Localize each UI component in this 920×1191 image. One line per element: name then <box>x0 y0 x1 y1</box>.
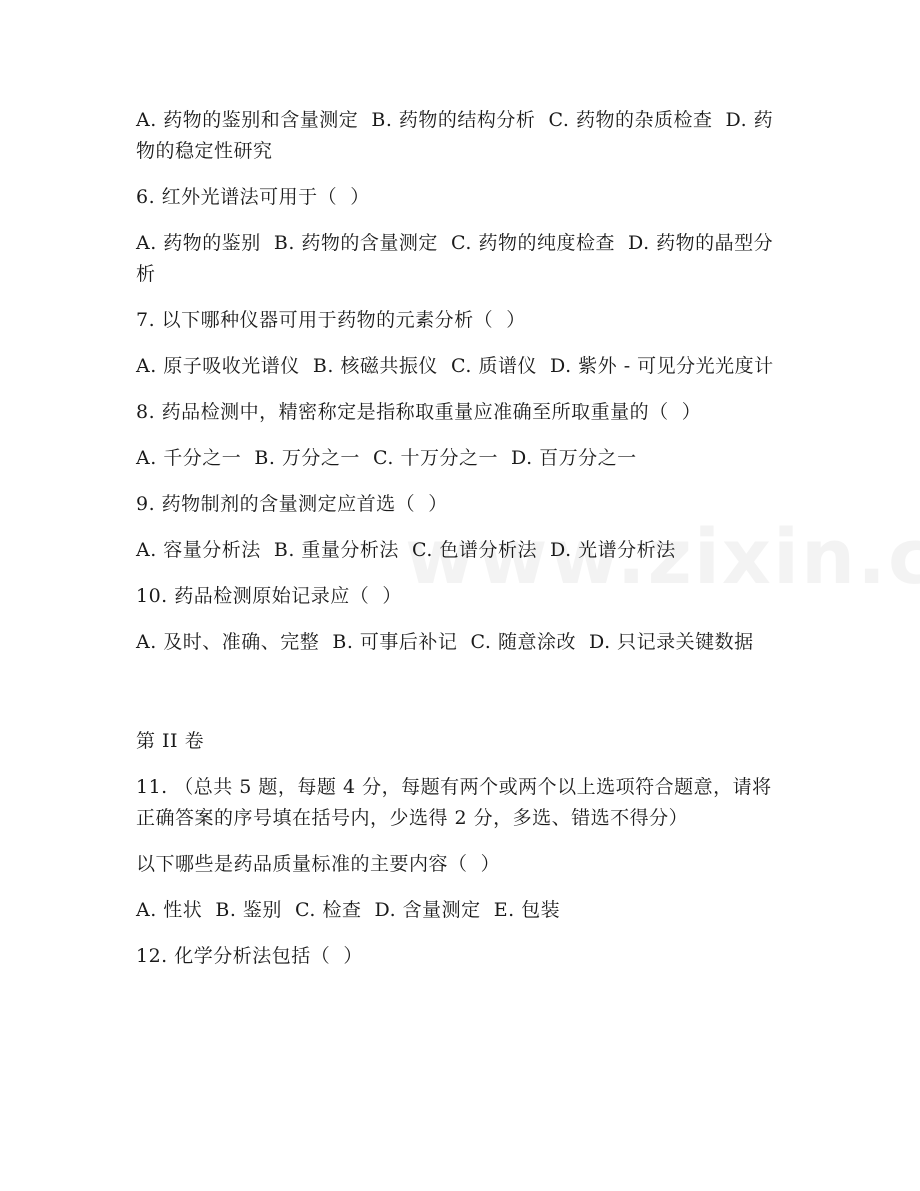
q11-question: 以下哪些是药品质量标准的主要内容（ ） <box>136 853 501 875</box>
section-gap <box>136 673 784 726</box>
q11-instructions: 11. （总共 5 题，每题 4 分，每题有两个或两个以上选项符合题意，请将正确答案的序号填在括号内，少选得 2 分，多选、错选不得分） <box>136 776 772 829</box>
document-page <box>136 105 784 987</box>
q7-options: A. 原子吸收光谱仪 B. 核磁共振仪 C. 质谱仪 D. 紫外 - 可见分光光度计 <box>136 355 774 377</box>
q10-options: A. 及时、准确、完整 B. 可事后补记 C. 随意涂改 D. 只记录关键数据 <box>136 631 754 653</box>
q9-options: A. 容量分析法 B. 重量分析法 C. 色谱分析法 D. 光谱分析法 <box>136 539 676 561</box>
q6-options: A. 药物的鉴别 B. 药物的含量测定 C. 药物的纯度检查 D. 药物的晶型分析 <box>136 232 774 285</box>
q10-question: 10. 药品检测原始记录应（ ） <box>136 585 402 607</box>
q8-question: 8. 药品检测中，精密称定是指称取重量应准确至所取重量的（ ） <box>136 401 702 423</box>
q8-options: A. 千分之一 B. 万分之一 C. 十万分之一 D. 百万分之一 <box>136 447 637 469</box>
q5-options: A. 药物的鉴别和含量测定 B. 药物的结构分析 C. 药物的杂质检查 D. 药物的稳定性研究 <box>136 109 774 162</box>
q11-options: A. 性状 B. 鉴别 C. 检查 D. 含量测定 E. 包装 <box>136 899 561 921</box>
q9-question: 9. 药物制剂的含量测定应首选（ ） <box>136 493 448 515</box>
q6-question: 6. 红外光谱法可用于（ ） <box>136 186 370 208</box>
section-title: 第 II 卷 <box>136 730 205 752</box>
q12-question: 12. 化学分析法包括（ ） <box>136 945 363 967</box>
q7-question: 7. 以下哪种仪器可用于药物的元素分析（ ） <box>136 309 526 331</box>
